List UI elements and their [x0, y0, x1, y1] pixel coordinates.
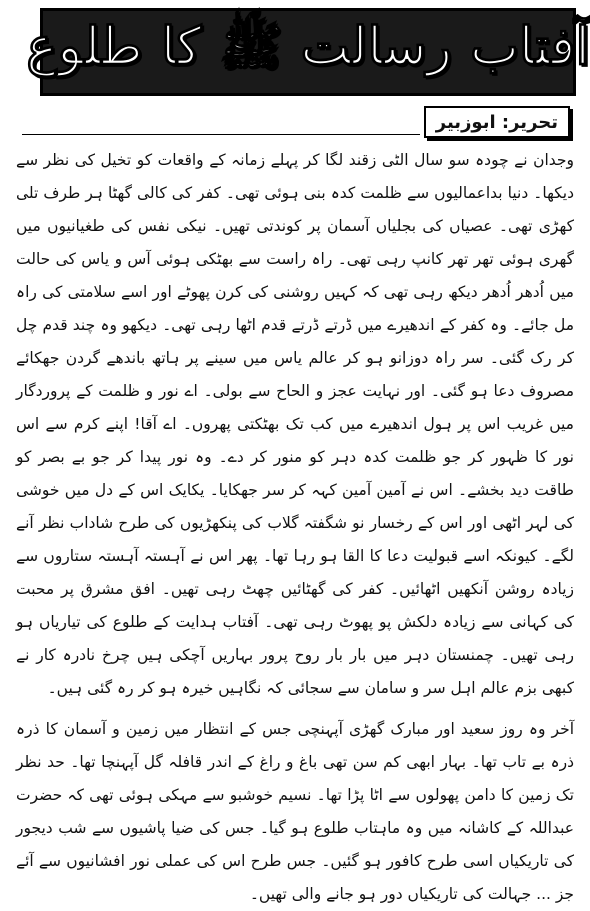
paragraph-1: وجدان نے چودہ سو سال الٹی زقند لگا کر پہلے زمانہ کے واقعات کو تخیل کی نظر سے دیکھا۔ دنیا بداعمالیوں سے ظلمت کدہ بنی ہوئی تھی۔ کفر کی کالی گھٹا ہر طرف تلی کھڑی تھی۔ عصیاں کی بجلیاں آسمان پر کوندتی تھیں۔ نیکی نفس کی طغیانیوں میں گھری ہوئی تھر تھر کانپ رہی تھی۔ راہ راست سے بھٹکی ہوئی آس و یاس کی حالت میں اُدھر اُدھر دیکھ رہی تھی کہ کہیں روشنی کی کرن پھوٹے اور اسے سلامتی کی راہ مل جائے۔ وہ کفر کے اندھیرے میں ڈرتے ڈرتے قدم اٹھا رہی تھی۔ دیکھو وہ چند قدم چل کر رک گئی۔ سر راہ دوزانو ہو کر عالم یاس میں سینے پر ہاتھ باندھے گردن جھکائے مصروف دعا ہو گئی۔ اور نہایت عجز و الحاح سے بولی۔ اے نور و ظلمت کے پروردگار میں غریب اس پر ہول اندھیرے میں کب تک بھٹکتی پھروں۔ اے آقا! اپنے کرم سے اس نور کا ظہور کر جو ظلمت کدہ دہر کو منور کر دے۔ وہ نور پیدا کر جو بے بصر کو طاقت دید بخشے۔ اس نے آمین آمین کہہ کر سر جھکایا۔ یکایک اس کے دل میں خوشی کی لہر اٹھی اور اس کے رخسار نو شگفتہ گلاب کی پنکھڑیوں کی طرح شاداب نظر آنے لگے۔ کیونکہ اسے قبولیت دعا کا القا ہو رہا تھا۔ پھر اس نے آہستہ آہستہ ستاروں سے زیادہ روشن آنکھیں اٹھائیں۔ کفر کی گھٹائیں چھٹ رہی تھیں۔ افق مشرق پر محبت کی کہانی سے زیادہ دلکش پو پھوٹ رہی تھی۔ آفتاب ہدایت کے طلوع کی تیاریاں ہو رہی تھیں۔ چمنستان دہر میں بار بار روح پرور بہاریں آچکی ہیں چرخ نادرہ کار نے کبھی بزم عالم اہل سر و سامان سے سجائی کہ نگاہیں خیرہ ہو کر رہ گئی ہیں۔ [16, 151, 574, 697]
article-title: آفتاب رسالت ﷺ کا طلوع [26, 15, 590, 77]
article-body [10, 144, 580, 911]
byline-rule [22, 134, 420, 135]
byline: تحریر: ابوزبیر [424, 106, 570, 138]
title-banner [26, 8, 590, 96]
byline-row [10, 102, 580, 138]
paragraph-2: آخر وہ روز سعید اور مبارک گھڑی آپہنچی جس کے انتظار میں زمین و آسمان کا ذرہ ذرہ بے تاب تھا۔ بہار ابھی کم سن تھی باغ و راغ کے اندر قافلہ گل آپہنچا تھا۔ حد نظر تک زمین کا دامن پھولوں سے اٹا پڑا تھا۔ نسیم خوشبو سے مہکی ہوئی تھی کہ حضرت عبداللہ کے کاشانہ میں وہ ماہتاب طلوع ہو گیا۔ جس کی ضیا پاشیوں سے شب دیجور کی تاریکیاں اسی طرح کافور ہو گئیں۔ جس طرح اس کی عملی نور افشانیوں سے آئے جز ... جہالت کی تاریکیاں دور ہو جانے والی تھیں۔ [16, 720, 574, 903]
